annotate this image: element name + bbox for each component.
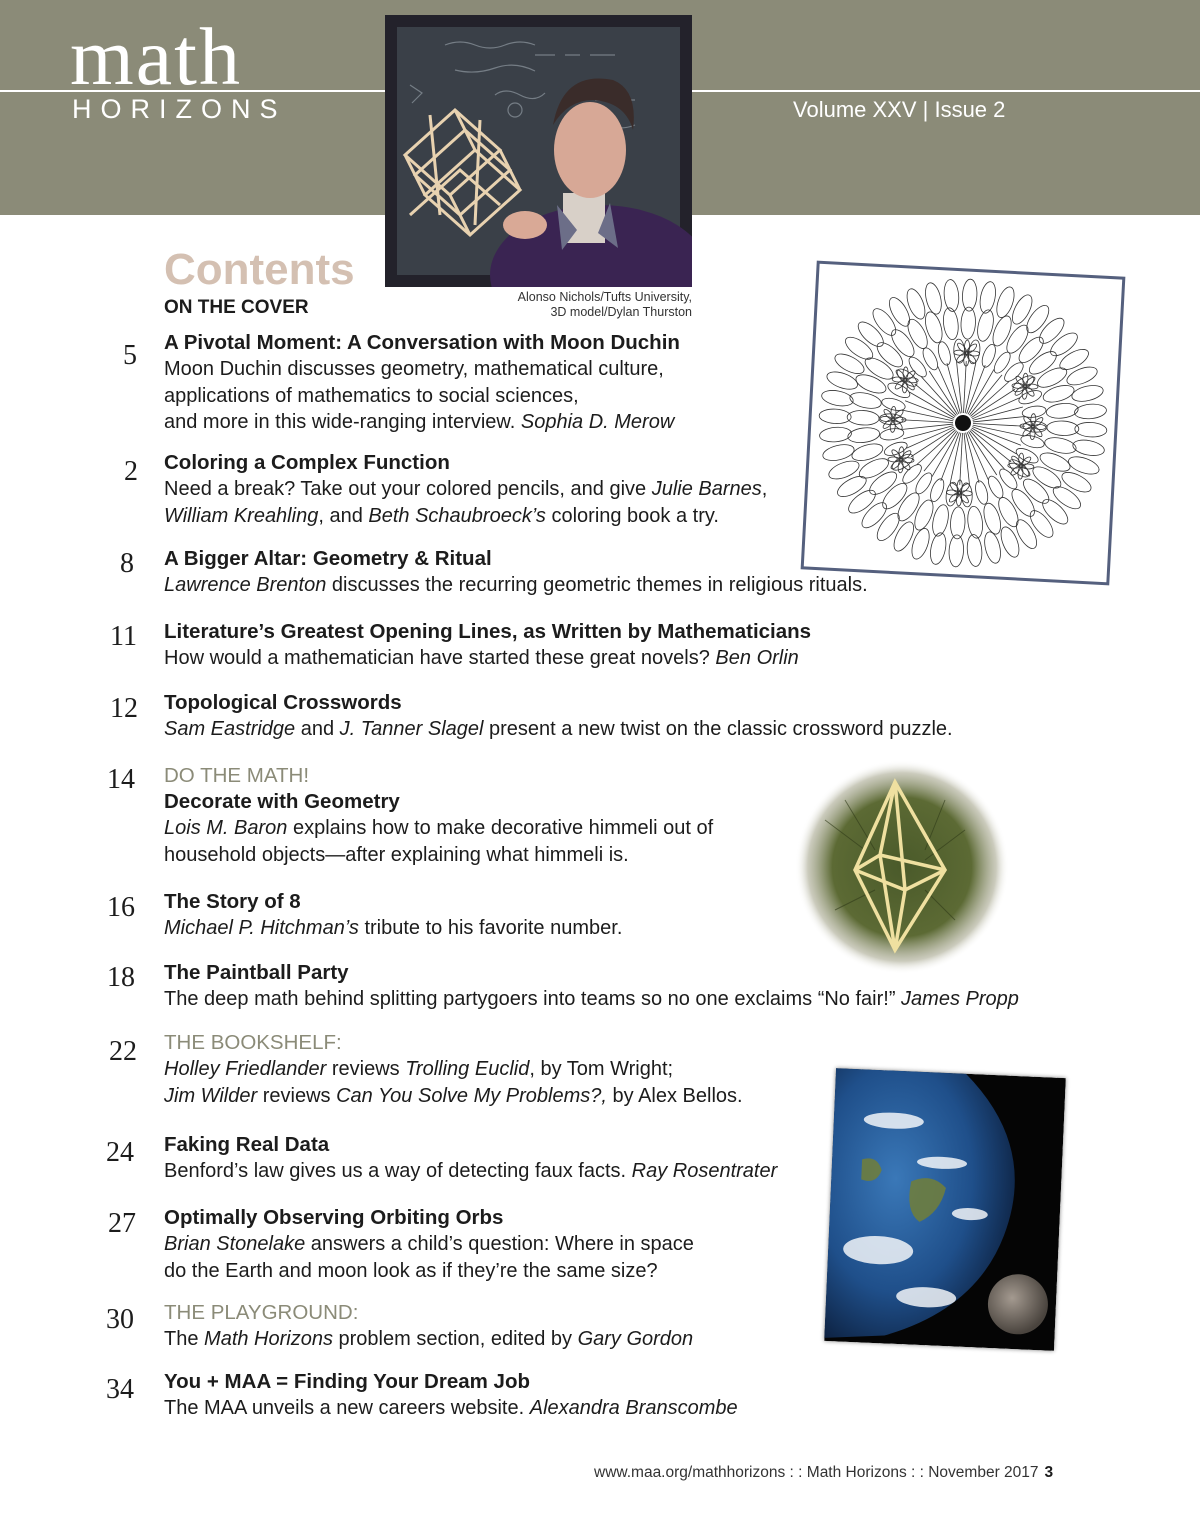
toc-entry[interactable] bbox=[164, 1300, 1164, 1353]
entry-text: Benford’s law gives us a way of detecting faux facts. bbox=[164, 1160, 632, 1182]
page-number: 5 bbox=[123, 340, 137, 371]
entry-title: The Story of 8 bbox=[164, 890, 301, 913]
entry-author: Beth Schaubroeck’s bbox=[368, 504, 546, 527]
toc-entry[interactable] bbox=[164, 763, 1164, 868]
entry-title: Literature’s Greatest Opening Lines, as Written by Mathematicians bbox=[164, 620, 812, 643]
entry-title: A Bigger Altar: Geometry & Ritual bbox=[164, 547, 492, 570]
entry-title: Faking Real Data bbox=[164, 1133, 330, 1156]
toc-entry[interactable] bbox=[164, 1369, 1164, 1422]
section-label: DO THE MATH! bbox=[164, 764, 310, 787]
cover-photo bbox=[385, 15, 692, 287]
entry-text: , by Tom Wright; bbox=[529, 1058, 674, 1080]
toc-entry[interactable] bbox=[164, 546, 1164, 599]
section-label: THE BOOKSHELF: bbox=[164, 1031, 342, 1054]
toc-entry[interactable] bbox=[164, 1205, 1164, 1284]
page-number: 8 bbox=[120, 548, 134, 579]
entry-text: The MAA unveils a new careers website. bbox=[164, 1397, 530, 1419]
entry-text: The deep math behind splitting partygoers into teams so no one exclaims “No fair!” bbox=[164, 988, 902, 1010]
toc-entry[interactable] bbox=[164, 690, 1164, 743]
toc-entry[interactable] bbox=[164, 960, 1164, 1013]
entry-title: You + MAA = Finding Your Dream Job bbox=[164, 1370, 530, 1393]
entry-title: Decorate with Geometry bbox=[164, 790, 400, 813]
toc-entry[interactable] bbox=[164, 1030, 1164, 1109]
entry-text: reviews bbox=[257, 1084, 337, 1107]
entry-text: by Alex Bellos. bbox=[606, 1084, 743, 1107]
entry-author: Lawrence Brenton bbox=[164, 574, 327, 596]
entry-author: Julie Barnes bbox=[651, 478, 762, 500]
entry-text: problem section, edited by bbox=[332, 1328, 578, 1350]
on-the-cover-label: ON THE COVER bbox=[164, 297, 309, 318]
entry-text: tribute to his favorite number. bbox=[358, 917, 623, 939]
footer-text: www.maa.org/mathhorizons : : Math Horizons : : November 2017 bbox=[594, 1464, 1039, 1481]
entry-author: Gary Gordon bbox=[577, 1328, 694, 1350]
section-label: THE PLAYGROUND: bbox=[164, 1301, 359, 1324]
entry-author: Ben Orlin bbox=[715, 647, 799, 669]
entry-title: Coloring a Complex Function bbox=[164, 451, 450, 474]
entry-text: present a new twist on the classic crossword puzzle. bbox=[483, 718, 953, 740]
entry-author: William Kreahling bbox=[164, 504, 319, 527]
page-number: 27 bbox=[108, 1208, 136, 1239]
cover-photo-credit bbox=[460, 290, 692, 320]
entry-text: do the Earth and moon look as if they’re the same size? bbox=[164, 1259, 658, 1282]
entry-text: Moon Duchin discusses geometry, mathematical culture, bbox=[164, 358, 664, 380]
entry-text: discusses the recurring geometric themes in religious rituals. bbox=[326, 574, 868, 596]
entry-author: Lois M. Baron bbox=[164, 817, 288, 839]
entry-title: The Paintball Party bbox=[164, 961, 349, 984]
entry-text: and more in this wide-ranging interview. bbox=[164, 411, 516, 433]
entry-title: Optimally Observing Orbiting Orbs bbox=[164, 1206, 504, 1229]
page-number: 22 bbox=[109, 1036, 137, 1067]
page-number: 30 bbox=[106, 1304, 134, 1335]
toc-entry[interactable] bbox=[164, 619, 1164, 672]
page-number: 2 bbox=[124, 456, 138, 487]
volume-issue: Volume XXV | Issue 2 bbox=[793, 97, 1006, 122]
entry-author: Holley Friedlander bbox=[164, 1058, 327, 1080]
logo-subtitle: HORIZONS bbox=[72, 94, 287, 124]
entry-text: and bbox=[295, 718, 340, 740]
entry-author: Jim Wilder bbox=[164, 1084, 258, 1107]
folio: 3 bbox=[1044, 1464, 1054, 1481]
entry-text: , and bbox=[318, 504, 369, 527]
entry-author: James Propp bbox=[901, 988, 1019, 1010]
page-number: 18 bbox=[107, 962, 135, 993]
entry-title: A Pivotal Moment: A Conversation with Moon Duchin bbox=[164, 331, 680, 354]
entry-text: , bbox=[761, 478, 768, 500]
entry-author: Alexandra Branscombe bbox=[529, 1397, 738, 1419]
entry-text: answers a child’s question: Where in space bbox=[305, 1233, 694, 1255]
page-number: 11 bbox=[110, 621, 137, 652]
page-number: 14 bbox=[107, 764, 135, 795]
toc-entry[interactable] bbox=[164, 450, 1164, 529]
page-number: 34 bbox=[106, 1374, 134, 1405]
entry-text: Need a break? Take out your colored pencils, and give bbox=[164, 478, 652, 500]
page-footer bbox=[594, 1464, 1053, 1482]
toc-entry[interactable] bbox=[164, 889, 1164, 942]
page-number: 12 bbox=[110, 693, 138, 724]
magazine-title: Math Horizons bbox=[204, 1328, 333, 1350]
page-number: 16 bbox=[107, 892, 135, 923]
credit-line-1: Alonso Nichols/Tufts University, bbox=[517, 290, 692, 304]
entry-text: household objects—after explaining what himmeli is. bbox=[164, 843, 629, 866]
entry-text: The bbox=[164, 1328, 205, 1350]
page-title: Contents bbox=[164, 245, 355, 294]
toc-entry[interactable] bbox=[164, 1132, 1164, 1185]
toc-entry[interactable] bbox=[164, 330, 1164, 436]
entry-text: coloring book a try. bbox=[545, 504, 719, 527]
logo-wordmark: math bbox=[70, 11, 242, 102]
entry-author: Michael P. Hitchman’s bbox=[164, 917, 359, 939]
entry-author: J. Tanner Slagel bbox=[339, 718, 484, 740]
entry-author: Sophia D. Merow bbox=[520, 411, 675, 433]
page-number: 24 bbox=[106, 1137, 134, 1168]
entry-title: Topological Crosswords bbox=[164, 691, 402, 714]
credit-line-2: 3D model/Dylan Thurston bbox=[550, 305, 692, 319]
entry-text: explains how to make decorative himmeli out of bbox=[287, 817, 714, 839]
entry-text: reviews bbox=[326, 1058, 406, 1080]
entry-author: Ray Rosentrater bbox=[631, 1160, 778, 1182]
entry-author: Sam Eastridge bbox=[164, 718, 296, 740]
book-title: Can You Solve My Problems?, bbox=[336, 1084, 607, 1107]
entry-text: applications of mathematics to social sciences, bbox=[164, 384, 579, 407]
book-title: Trolling Euclid bbox=[405, 1058, 530, 1080]
entry-text: How would a mathematician have started these great novels? bbox=[164, 647, 716, 669]
entry-author: Brian Stonelake bbox=[164, 1233, 306, 1255]
